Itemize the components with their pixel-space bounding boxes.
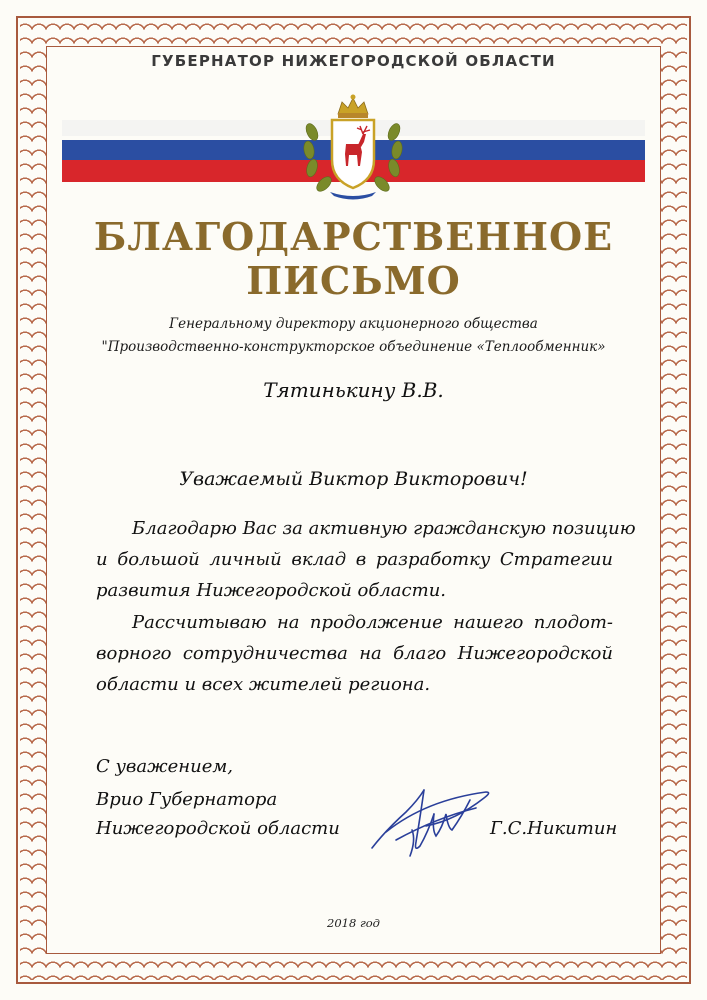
body-line: развития Нижегородской области.: [96, 580, 447, 601]
closing-phrase: С уважением,: [96, 756, 234, 777]
issuer-header: ГУБЕРНАТОР НИЖЕГОРОДСКОЙ ОБЛАСТИ: [151, 52, 556, 70]
recipient-name: Тятинькину В.В.: [263, 378, 444, 402]
signer-title-line1: Врио Губернатора: [96, 789, 278, 810]
body-line: области и всех жителей региона.: [96, 674, 431, 695]
body-line: и большой личный вклад в разработку Стратегии: [96, 549, 613, 570]
body-line: ворного сотрудничества на благо Нижегородской: [96, 643, 613, 664]
document-title-line1: БЛАГОДАРСТВЕННОЕ: [93, 214, 614, 259]
body-line: Благодарю Вас за активную гражданскую позицию: [132, 518, 636, 539]
body-line: Рассчитываю на продолжение нашего плодот-: [132, 612, 613, 633]
addressee-organization: "Производственно-конструкторское объединение «Теплообменник»: [101, 339, 606, 355]
coat-of-arms-icon: [300, 92, 406, 202]
handwritten-signature: [366, 770, 496, 870]
addressee-position: Генеральному директору акционерного общества: [169, 316, 538, 332]
document-year: 2018 год: [327, 916, 380, 930]
signer-name: Г.С.Никитин: [490, 818, 618, 839]
document-title-line2: ПИСЬМО: [246, 258, 461, 303]
signer-title-line2: Нижегородской области: [96, 818, 340, 839]
salutation: Уважаемый Виктор Викторович!: [179, 468, 528, 490]
